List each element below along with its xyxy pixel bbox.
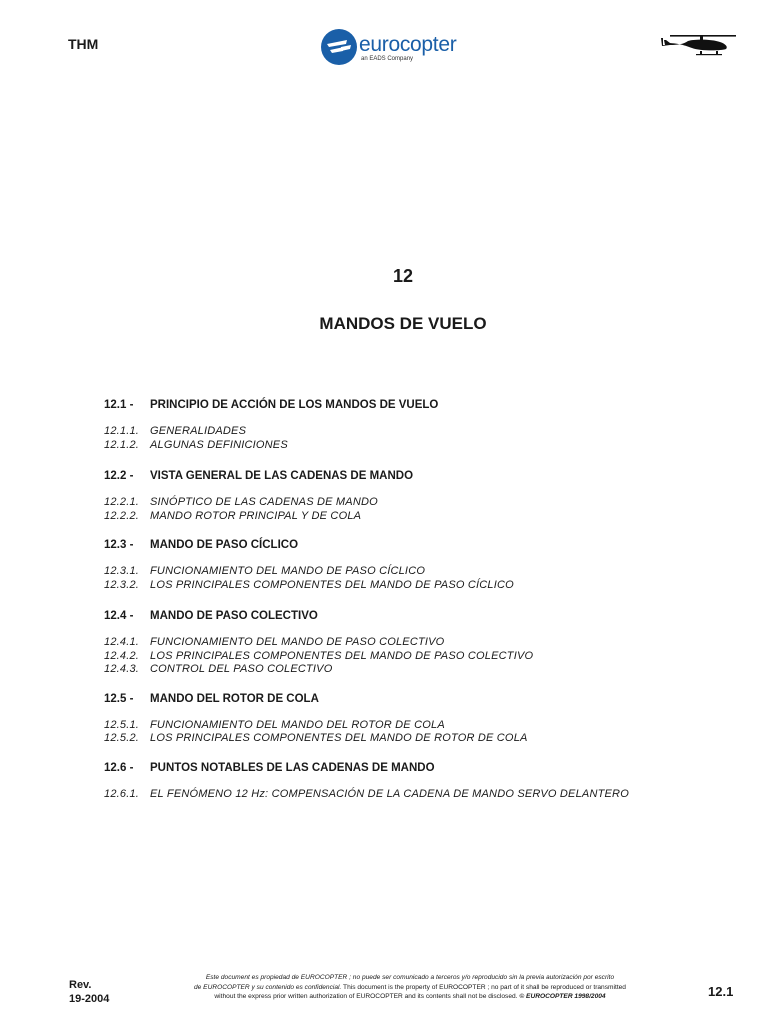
toc-subsection-title: FUNCIONAMIENTO DEL MANDO DE PASO CÍCLICO bbox=[150, 565, 426, 577]
toc-subsection-title: LOS PRINCIPALES COMPONENTES DEL MANDO DE PASO CÍCLICO bbox=[150, 578, 514, 591]
toc-section-number: 12.6 - bbox=[104, 761, 134, 774]
toc-subsection bbox=[104, 496, 724, 510]
toc-section bbox=[104, 468, 724, 523]
toc-subsection-number: 12.2.1. bbox=[104, 496, 140, 508]
toc-section-heading bbox=[104, 608, 724, 624]
toc-section-title: VISTA GENERAL DE LAS CADENAS DE MANDO bbox=[150, 470, 414, 482]
legal-line-1: Este document es propiedad de EUROCOPTER ; no puede ser comunicado a terceros y/o reproducido sin la previa autorización por escrito bbox=[205, 974, 615, 981]
toc-subsection-number: 12.1.1. bbox=[104, 425, 140, 437]
toc-subsection-title: SINÓPTICO DE LAS CADENAS DE MANDO bbox=[150, 496, 378, 508]
toc-subsection-title: ALGUNAS DEFINICIONES bbox=[150, 438, 288, 451]
toc-section bbox=[104, 608, 724, 677]
toc-subsection-title: EL FENÓMENO 12 Hz: COMPENSACIÓN DE LA CADENA DE MANDO SERVO DELANTERO bbox=[150, 787, 629, 800]
legal-line-3a: without the express prior written authorization of EUROCOPTER and its contents shall not be disclosed. bbox=[214, 993, 520, 1000]
toc-section bbox=[104, 397, 724, 452]
copyright: © EUROCOPTER 1998/2004 bbox=[519, 993, 606, 1000]
toc-subsection-number: 12.3.1. bbox=[104, 565, 140, 577]
toc-subsection bbox=[104, 663, 724, 677]
toc-section-heading bbox=[104, 397, 724, 413]
toc-section bbox=[104, 691, 724, 746]
page-number: 12.1 bbox=[708, 984, 734, 999]
chapter-number: 12 bbox=[392, 266, 414, 286]
helicopter-icon bbox=[660, 32, 738, 56]
toc-subsection-number: 12.3.2. bbox=[104, 578, 140, 591]
toc-section-number: 12.4 - bbox=[104, 610, 134, 622]
toc-subsection-list bbox=[104, 788, 724, 802]
toc-subsection-list bbox=[104, 425, 724, 452]
revision-label: Rev. bbox=[69, 979, 92, 991]
toc-subsection-list bbox=[104, 719, 724, 746]
revision bbox=[69, 978, 109, 1006]
chapter-title: MANDOS DE VUELO bbox=[319, 314, 487, 333]
toc-subsection-number: 12.4.1. bbox=[104, 636, 140, 648]
toc-section-heading bbox=[104, 691, 724, 707]
toc-subsection-number: 12.4.3. bbox=[104, 663, 140, 675]
toc-subsection bbox=[104, 650, 724, 664]
toc-subsection-title: FUNCIONAMIENTO DEL MANDO DE PASO COLECTIVO bbox=[150, 636, 445, 648]
toc-subsection-number: 12.5.1. bbox=[104, 718, 140, 731]
toc-section-title: MANDO DEL ROTOR DE COLA bbox=[150, 692, 319, 705]
legal-line-2a: de EUROCOPTER y su contenido es confidencial. bbox=[194, 983, 342, 991]
toc-subsection-list bbox=[104, 636, 724, 677]
toc-subsection bbox=[104, 719, 724, 733]
logo-subtext: an EADS Company bbox=[361, 56, 414, 62]
toc-section-title: MANDO DE PASO CÍCLICO bbox=[150, 539, 299, 551]
legal-line-3 bbox=[150, 992, 670, 1002]
toc-subsection-title: CONTROL DEL PASO COLECTIVO bbox=[150, 663, 333, 675]
toc-subsection bbox=[104, 565, 724, 579]
toc-subsection-title: FUNCIONAMIENTO DEL MANDO DEL ROTOR DE COLA bbox=[150, 718, 445, 731]
toc-subsection-title: GENERALIDADES bbox=[150, 425, 247, 437]
toc-subsection bbox=[104, 636, 724, 650]
toc-section-heading bbox=[104, 760, 724, 776]
toc-section-heading bbox=[104, 537, 724, 553]
toc-section-title: PRINCIPIO DE ACCIÓN DE LOS MANDOS DE VUELO bbox=[150, 399, 439, 411]
legal-line-2 bbox=[150, 983, 670, 993]
eurocopter-logo bbox=[321, 29, 491, 67]
revision-value: 19-2004 bbox=[69, 993, 110, 1005]
toc-subsection-number: 12.5.2. bbox=[104, 732, 140, 744]
toc-section-title: PUNTOS NOTABLES DE LAS CADENAS DE MANDO bbox=[150, 761, 435, 774]
toc-subsection bbox=[104, 732, 724, 746]
toc-subsection-number: 12.4.2. bbox=[104, 649, 140, 662]
toc-subsection-number: 12.6.1. bbox=[104, 787, 140, 800]
toc-subsection-title: LOS PRINCIPALES COMPONENTES DEL MANDO DE ROTOR DE COLA bbox=[150, 732, 528, 744]
toc-subsection bbox=[104, 788, 724, 802]
toc-section bbox=[104, 537, 724, 592]
toc-subsection-title: MANDO ROTOR PRINCIPAL Y DE COLA bbox=[150, 509, 362, 522]
toc-section bbox=[104, 760, 724, 802]
toc-subsection-title: LOS PRINCIPALES COMPONENTES DEL MANDO DE PASO COLECTIVO bbox=[150, 649, 534, 662]
toc-section-number: 12.3 - bbox=[104, 539, 134, 551]
toc-subsection-list bbox=[104, 496, 724, 523]
toc-subsection bbox=[104, 425, 724, 439]
toc-subsection-list bbox=[104, 565, 724, 592]
table-of-contents bbox=[104, 397, 724, 801]
toc-section-title: MANDO DE PASO COLECTIVO bbox=[150, 610, 318, 622]
toc-section-number: 12.1 - bbox=[104, 399, 134, 411]
toc-subsection-number: 12.1.2. bbox=[104, 438, 140, 451]
toc-section-number: 12.2 - bbox=[104, 470, 134, 482]
legal-line-2b: This document is the property of EUROCOPTER ; no part of it shall be reproduced or transmitted bbox=[341, 983, 626, 991]
toc-subsection bbox=[104, 579, 724, 593]
toc-subsection bbox=[104, 510, 724, 524]
toc-section-heading bbox=[104, 468, 724, 484]
logo-wordmark: eurocopter bbox=[359, 33, 457, 56]
toc-subsection-number: 12.2.2. bbox=[104, 509, 140, 522]
legal-notice bbox=[150, 973, 670, 1002]
toc-section-number: 12.5 - bbox=[104, 692, 134, 705]
doc-code: THM bbox=[68, 36, 99, 52]
toc-subsection bbox=[104, 439, 724, 453]
eurocopter-logo-icon bbox=[321, 29, 357, 65]
